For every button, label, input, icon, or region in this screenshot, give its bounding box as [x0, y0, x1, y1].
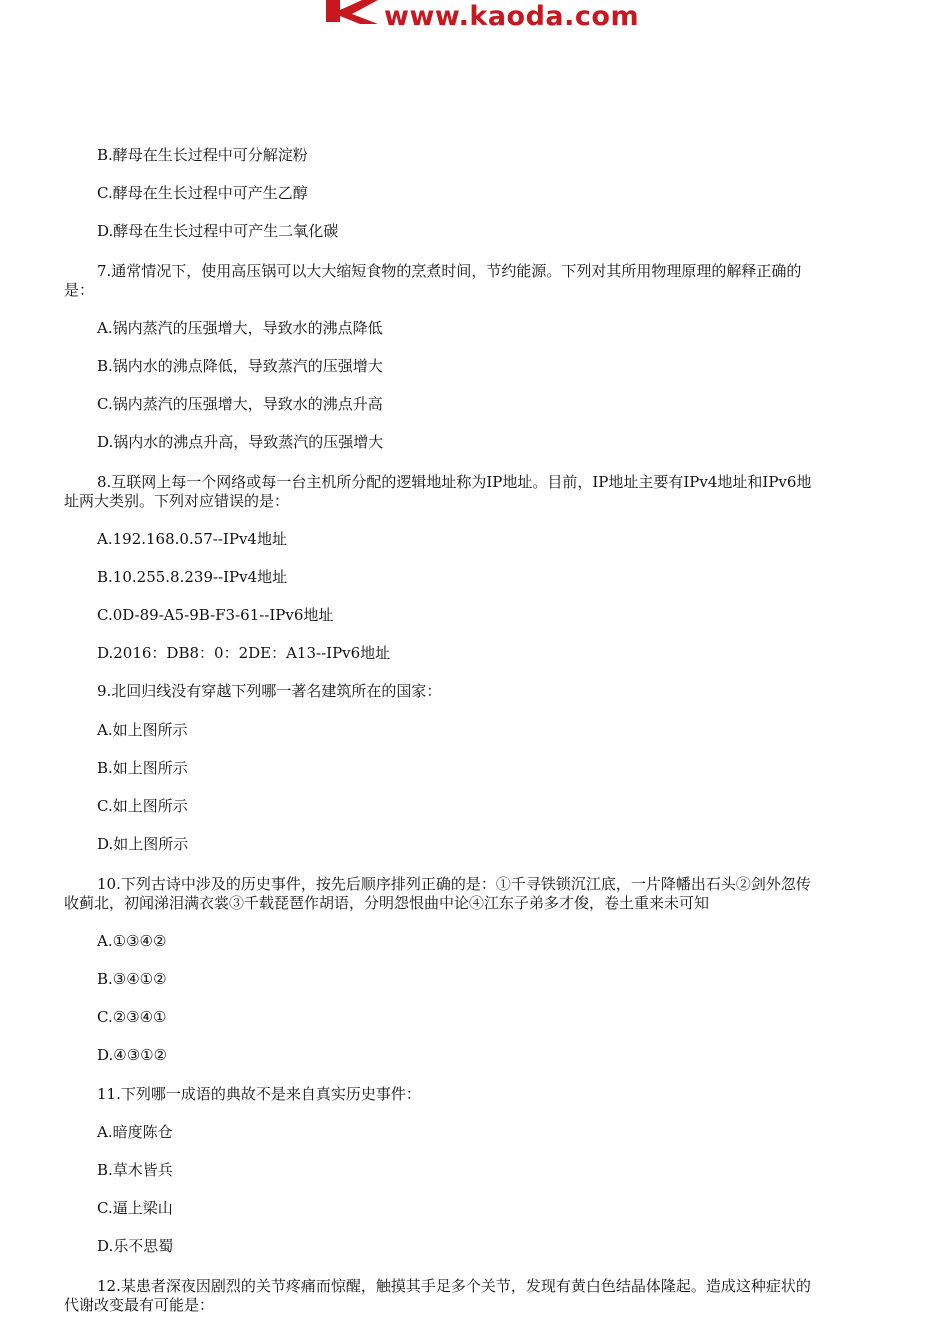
option-8c: C.0D-89-A5-9B-F3-61--IPv6地址 [97, 606, 334, 624]
option-11b: B.草木皆兵 [97, 1161, 173, 1179]
option-8b: B.10.255.8.239--IPv4地址 [97, 568, 288, 586]
option-10d: D.④③①② [97, 1046, 168, 1064]
question-7-line2: 是： [64, 281, 95, 299]
question-10-line1: 10.下列古诗中涉及的历史事件，按先后顺序排列正确的是：①千寻铁锁沉江底，一片降幡出石头②剑外忽传 [97, 875, 811, 893]
option-6b: B.酵母在生长过程中可分解淀粉 [97, 146, 308, 164]
question-7-line1: 7.通常情况下，使用高压锅可以大大缩短食物的烹煮时间，节约能源。下列对其所用物理原理的解释正确的 [97, 262, 802, 280]
option-7a: A.锅内蒸汽的压强增大，导致水的沸点降低 [97, 319, 383, 337]
option-9d: D.如上图所示 [97, 835, 189, 853]
option-7d: D.锅内水的沸点升高，导致蒸汽的压强增大 [97, 433, 384, 451]
option-9a: A.如上图所示 [97, 721, 188, 739]
site-url[interactable]: www.kaoda.com [384, 1, 640, 32]
option-8a: A.192.168.0.57--IPv4地址 [97, 530, 287, 548]
question-12-line2: 代谢改变最有可能是： [64, 1296, 215, 1314]
option-10b: B.③④①② [97, 970, 167, 988]
option-11a: A.暗度陈仓 [97, 1123, 173, 1141]
option-10c: C.②③④① [97, 1008, 167, 1026]
option-6d: D.酵母在生长过程中可产生二氧化碳 [97, 222, 339, 240]
option-11c: C.逼上梁山 [97, 1199, 173, 1217]
option-7c: C.锅内蒸汽的压强增大，导致水的沸点升高 [97, 395, 383, 413]
question-9: 9.北回归线没有穿越下列哪一著名建筑所在的国家： [97, 682, 442, 700]
page-header [0, 0, 950, 40]
kaoda-logo-icon [322, 0, 382, 24]
option-9c: C.如上图所示 [97, 797, 188, 815]
question-11: 11.下列哪一成语的典故不是来自真实历史事件： [97, 1085, 421, 1103]
option-9b: B.如上图所示 [97, 759, 188, 777]
option-11d: D.乐不思蜀 [97, 1237, 174, 1255]
option-10a: A.①③④② [97, 932, 167, 950]
option-6c: C.酵母在生长过程中可产生乙醇 [97, 184, 308, 202]
question-8-line1: 8.互联网上每一个网络或每一台主机所分配的逻辑地址称为IP地址。目前，IP地址主要有IPv4地址和IPv6地 [97, 473, 812, 491]
question-8-line2: 址两大类别。下列对应错误的是： [64, 492, 290, 510]
question-12-line1: 12.某患者深夜因剧烈的关节疼痛而惊醒，触摸其手足多个关节，发现有黄白色结晶体隆起。造成这种症状的 [97, 1277, 811, 1295]
question-10-line2: 收蓟北，初闻涕泪满衣裳③千载琵琶作胡语，分明怨恨曲中论④江东子弟多才俊，卷土重来未可知 [64, 894, 710, 912]
option-7b: B.锅内水的沸点降低，导致蒸汽的压强增大 [97, 357, 383, 375]
option-8d: D.2016：DB8：0：2DE：A13--IPv6地址 [97, 644, 391, 662]
